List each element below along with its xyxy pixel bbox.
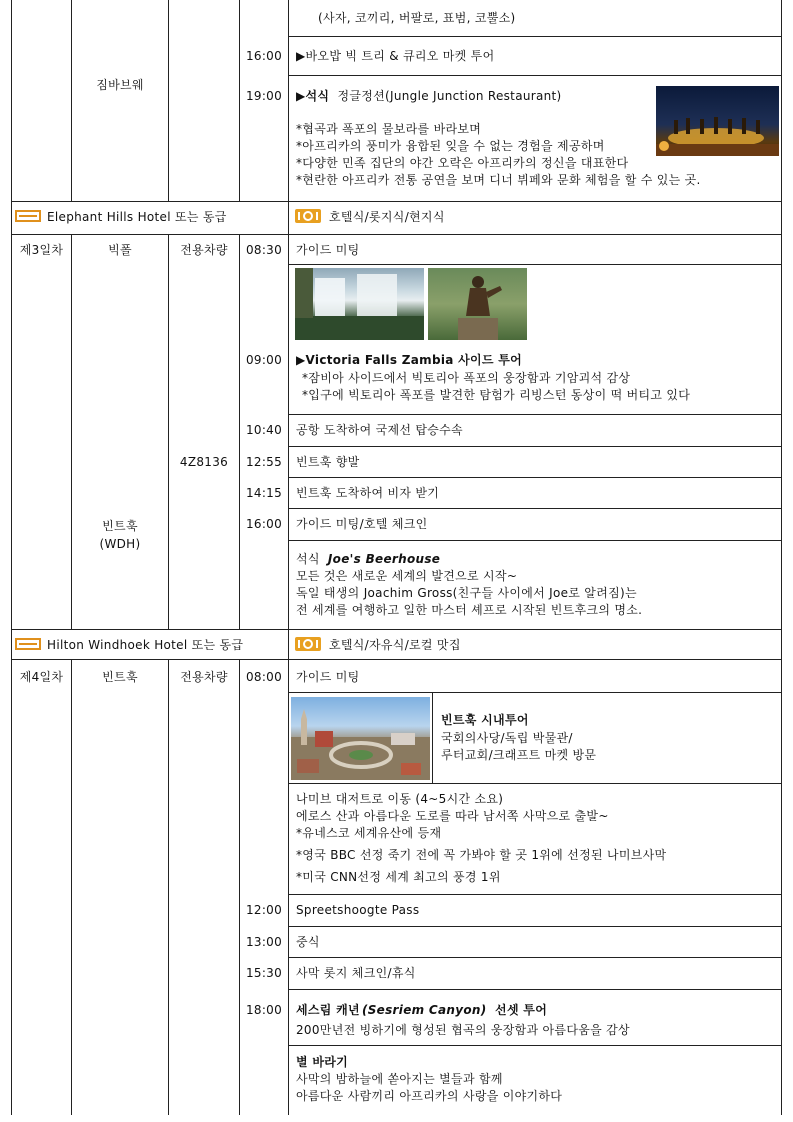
photo-night-performance [656, 86, 779, 156]
time-1900: 19:00 [245, 89, 283, 103]
activity-sesriem [296, 1002, 547, 1018]
citytour-line: 루터교회/크래프트 마켓 방문 [441, 748, 597, 762]
dinner-label: ▶석식 [296, 89, 330, 103]
time-1600: 16:00 [245, 517, 283, 531]
citytour-title: 빈트훅 시내투어 [441, 713, 529, 727]
dinner-desc-line: 모든 것은 새로운 세계의 발견으로 시작~ [296, 569, 518, 583]
activity-depart-windhoek: 빈트훅 향발 [296, 455, 360, 469]
dinner-desc-line: *현란한 아프리카 전통 공연을 보며 디너 뷔페와 문화 체험을 할 수 있는 곳. [296, 173, 701, 187]
col-line [71, 234, 72, 629]
meals-info: 호텔식/자유식/로컬 맛집 [329, 638, 461, 652]
dinner-desc-line: *다양한 민족 집단의 야간 오락은 아프리카의 정신을 대표한다 [296, 156, 629, 170]
time-0800: 08:00 [245, 670, 283, 684]
activity-arrive-visa: 빈트훅 도착하여 비자 받기 [296, 486, 440, 500]
meals-info: 호텔식/롯지식/현지식 [329, 210, 445, 224]
time-1300: 13:00 [245, 935, 283, 949]
hotel-name: Hilton Windhoek Hotel 또는 동급 [47, 638, 244, 652]
activity-desc-line: *입구에 빅토리아 폭포를 발견한 탐험가 리빙스턴 동상이 떡 버티고 있다 [302, 388, 691, 402]
activity-checkin: 가이드 미팅/호텔 체크인 [296, 517, 428, 531]
dinner-jungle-junction [296, 88, 562, 104]
transport: 전용차량 [180, 670, 228, 684]
dinner-joes [296, 551, 440, 567]
stargazing-title: 별 바라기 [296, 1055, 349, 1069]
sesriem-head: 세스림 캐년 [296, 1003, 360, 1017]
activity-guide-meeting: 가이드 미팅 [296, 243, 360, 257]
sesriem-tail: 선셋 투어 [495, 1003, 548, 1017]
col-line [71, 0, 72, 201]
time-1255: 12:55 [245, 455, 283, 469]
stargazing-line: 사막의 밤하늘에 쏟아지는 별들과 함께 [296, 1072, 503, 1086]
meal-icon [295, 209, 321, 223]
time-1800: 18:00 [245, 1003, 283, 1017]
activity-lodge-checkin: 사막 롯지 체크인/휴식 [296, 966, 416, 980]
activity-baobab-tour: ▶바오밥 빅 트리 & 큐리오 마켓 투어 [296, 49, 495, 63]
dinner-label: 석식 [296, 552, 320, 566]
activity-lunch: 중식 [296, 935, 320, 949]
col-line [168, 234, 169, 629]
time-1200: 12:00 [245, 903, 283, 917]
animals-list: (사자, 코끼리, 버팔로, 표범, 코뿔소) [318, 11, 516, 25]
sesriem-desc: 200만년전 빙하기에 형성된 협곡의 웅장함과 아름다움을 감상 [296, 1023, 630, 1037]
activity-spreetshoogte: Spreetshoogte Pass [296, 903, 420, 917]
stargazing-line: 아름다운 사람끼리 아프리카의 사랑을 이야기하다 [296, 1089, 563, 1103]
namib-line: *미국 CNN선정 세계 최고의 풍경 1위 [296, 870, 501, 884]
place-vicfalls: 빅폴 [108, 243, 132, 257]
sesriem-name: (Sesriem Canyon) [361, 1003, 487, 1017]
flight-number: 4Z8136 [179, 455, 229, 469]
hotel-name: Elephant Hills Hotel 또는 동급 [47, 210, 227, 224]
photo-livingstone-statue [428, 268, 527, 340]
bed-icon [15, 638, 41, 650]
photo-victoria-falls [295, 268, 424, 340]
time-1040: 10:40 [245, 423, 283, 437]
namib-line: 나미브 대저트로 이동 (4~5시간 소요) [296, 792, 504, 806]
table-border-left [11, 0, 12, 1115]
activity-zambia-tour: ▶Victoria Falls Zambia 사이드 투어 [296, 353, 523, 367]
activity-guide-meeting: 가이드 미팅 [296, 670, 360, 684]
col-line [168, 659, 169, 1115]
dinner-desc-line: 독일 태생의 Joachim Gross(친구들 사이에서 Joe로 알려짐)는 [296, 586, 637, 600]
photo-windhoek-city [291, 697, 430, 780]
place-windhoek-code: (WDH) [99, 537, 141, 551]
activity-airport: 공항 도착하여 국제선 탑승수속 [296, 423, 463, 437]
col-line [168, 0, 169, 201]
place-windhoek: 빈트훅 [102, 519, 138, 533]
bed-icon [15, 210, 41, 222]
activity-desc-line: *잠비아 사이드에서 빅토리아 폭포의 웅장함과 기암괴석 감상 [302, 371, 631, 385]
time-1415: 14:15 [245, 486, 283, 500]
dinner-desc-line: *아프리카의 풍미가 융합된 잊을 수 없는 경험을 제공하며 [296, 139, 605, 153]
namib-line: 에로스 산과 아름다운 도로를 따라 남서쪽 사막으로 출발~ [296, 809, 609, 823]
col-line [239, 659, 240, 1115]
time-1530: 15:30 [245, 966, 283, 980]
col-line [71, 659, 72, 1115]
col-line [288, 0, 289, 1115]
place-zimbabwe: 짐바브웨 [96, 78, 144, 92]
day-label: 제3일차 [19, 243, 64, 257]
table-border-right [781, 0, 782, 1115]
dinner-desc-line: 전 세계를 여행하고 일한 마스터 셰프로 시작된 빈트후크의 명소. [296, 603, 643, 617]
place-windhoek: 빈트훅 [102, 670, 138, 684]
meal-icon [295, 637, 321, 651]
namib-line: *영국 BBC 선정 죽기 전에 꼭 가봐야 할 곳 1위에 선정된 나미브사막 [296, 848, 667, 862]
time-1600: 16:00 [245, 49, 283, 63]
day-label: 제4일차 [19, 670, 64, 684]
time-0830: 08:30 [245, 243, 283, 257]
dinner-restaurant: Joe's Beerhouse [327, 552, 441, 566]
namib-line: *유네스코 세계유산에 등재 [296, 826, 442, 840]
transport: 전용차량 [180, 243, 228, 257]
dinner-restaurant: 정글정션(Jungle Junction Restaurant) [337, 89, 562, 103]
dinner-desc-line: *협곡과 폭포의 물보라를 바라보며 [296, 122, 482, 136]
time-0900: 09:00 [245, 353, 283, 367]
citytour-line: 국회의사당/독립 박물관/ [441, 731, 573, 745]
